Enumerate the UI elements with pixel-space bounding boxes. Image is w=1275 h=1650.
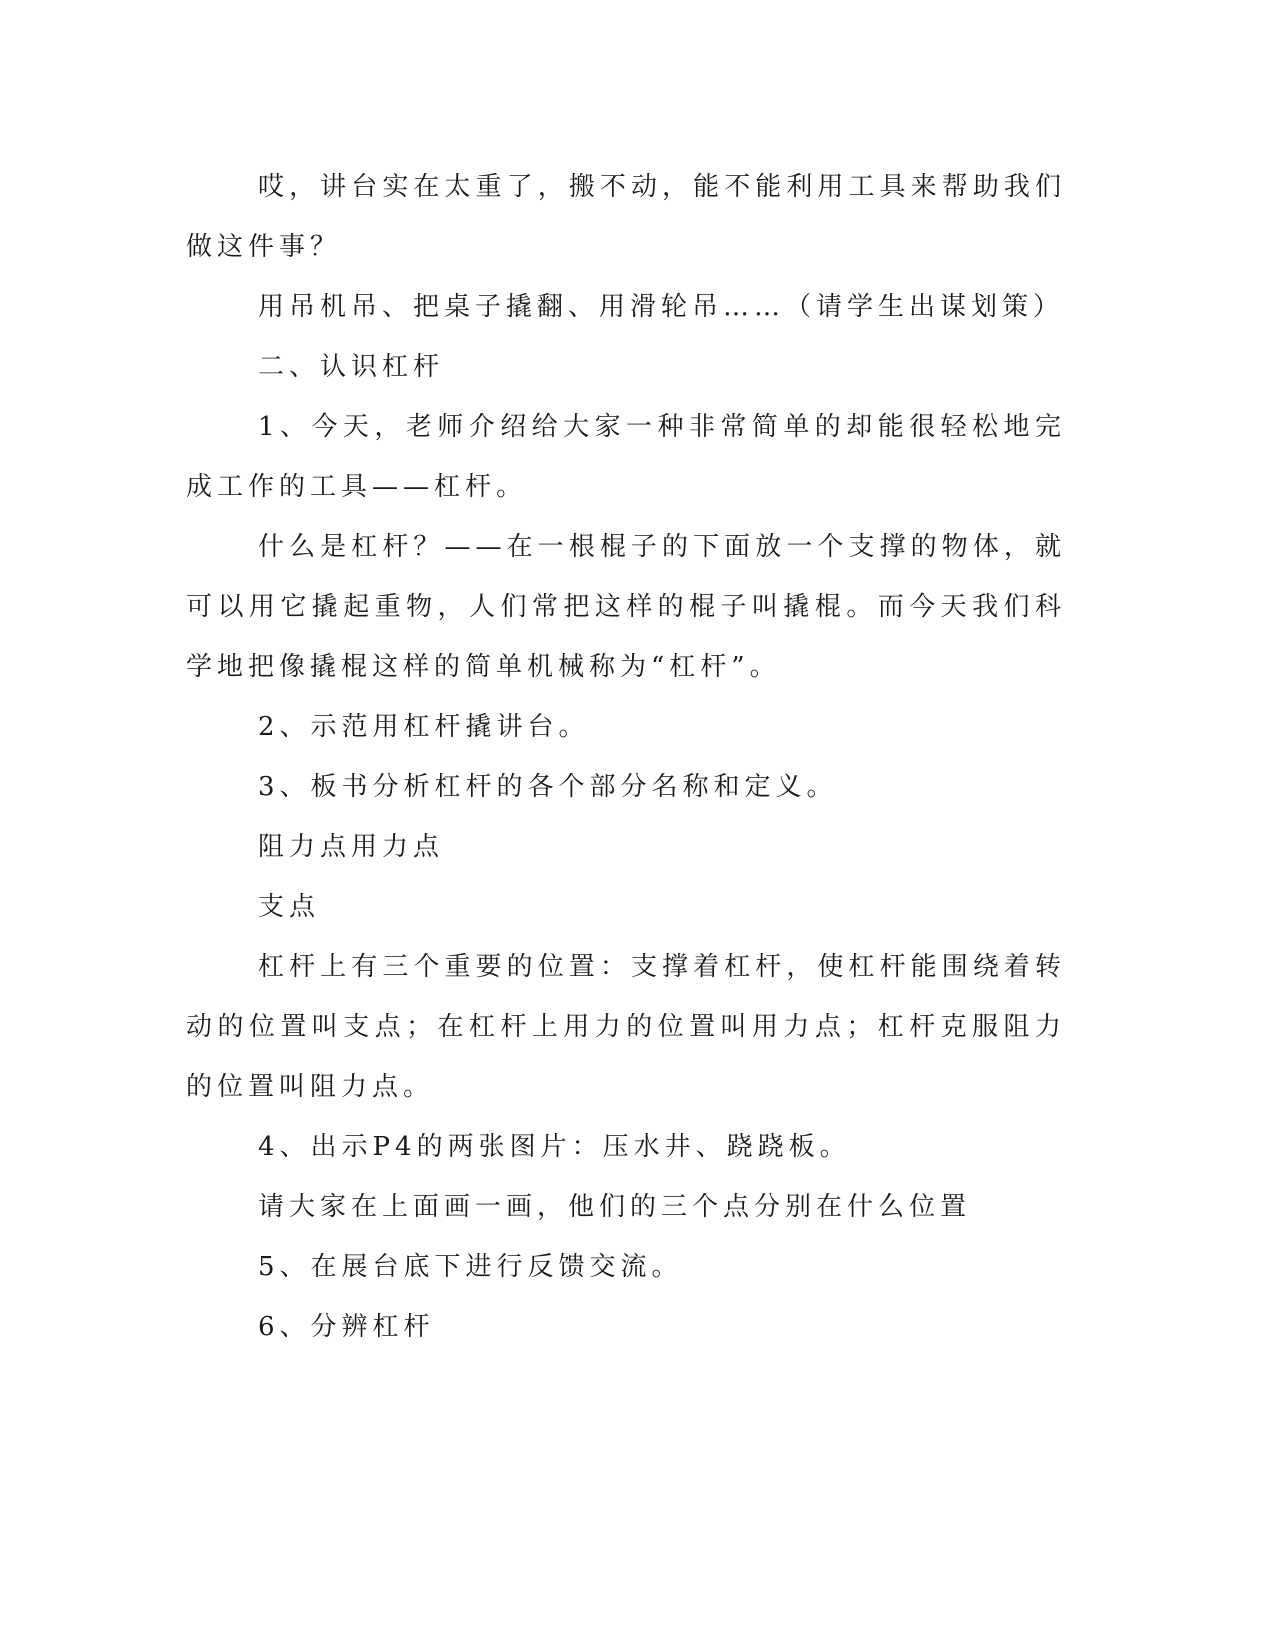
paragraph: 阻力点用力点: [258, 832, 445, 862]
section-heading: 二、认识杠杆: [258, 352, 445, 382]
document-body: [186, 157, 1066, 1357]
paragraph: 3、板书分析杠杆的各个部分名称和定义。: [258, 772, 838, 802]
paragraph: 什么是杠杆？——在一根棍子的下面放一个支撑的物体，就可以用它撬起重物，人们常把这样的棍子叫撬棍。而今天我们科学地把像撬棍这样的简单机械称为“杠杆”。: [186, 532, 1066, 682]
paragraph: 5、在展台底下进行反馈交流。: [258, 1252, 683, 1282]
paragraph: 2、示范用杠杆撬讲台。: [258, 712, 590, 742]
paragraph: 哎，讲台实在太重了，搬不动，能不能利用工具来帮助我们做这件事？: [186, 172, 1066, 262]
paragraph: 6、分辨杠杆: [258, 1312, 435, 1342]
paragraph: 用吊机吊、把桌子撬翻、用滑轮吊……（请学生出谋划策）: [258, 292, 1065, 322]
paragraph: 1、今天，老师介绍给大家一种非常简单的却能很轻松地完成工作的工具——杠杆。: [186, 412, 1066, 502]
paragraph: 4、出示P4的两张图片：压水井、跷跷板。: [258, 1132, 851, 1162]
paragraph: 杠杆上有三个重要的位置：支撑着杠杆，使杠杆能围绕着转动的位置叫支点；在杠杆上用力的位置叫用力点；杠杆克服阻力的位置叫阻力点。: [186, 952, 1066, 1102]
paragraph: 请大家在上面画一画，他们的三个点分别在什么位置: [258, 1192, 972, 1222]
paragraph: 支点: [258, 892, 321, 922]
